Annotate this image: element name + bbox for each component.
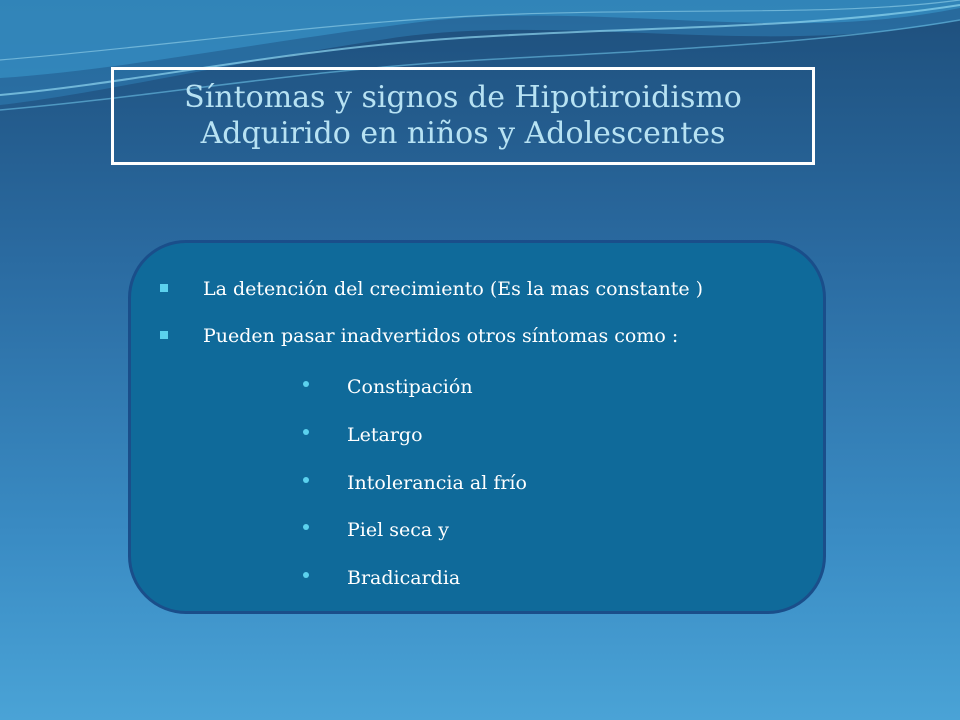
slide-title-line-1: Síntomas y signos de Hipotiroidismo (184, 80, 742, 115)
sub-bullet-item-4: Piel seca y (347, 519, 449, 541)
sub-bullet-item-3: Intolerancia al frío (347, 472, 527, 494)
dot-bullet-icon (303, 572, 309, 578)
dot-bullet-icon (303, 381, 309, 387)
bullet-item-2: Pueden pasar inadvertidos otros síntomas como : (203, 325, 679, 347)
dot-bullet-icon (303, 477, 309, 483)
dot-bullet-icon (303, 524, 309, 530)
bullet-item-1: La detención del crecimiento (Es la mas constante ) (203, 278, 704, 300)
content-box (128, 240, 826, 614)
title-box (111, 67, 815, 165)
square-bullet-icon (160, 331, 168, 339)
sub-bullet-item-1: Constipación (347, 376, 473, 398)
sub-bullet-item-5: Bradicardia (347, 567, 461, 589)
slide-title-line-2: Adquirido en niños y Adolescentes (200, 116, 726, 151)
sub-bullet-item-2: Letargo (347, 424, 423, 446)
dot-bullet-icon (303, 429, 309, 435)
square-bullet-icon (160, 284, 168, 292)
